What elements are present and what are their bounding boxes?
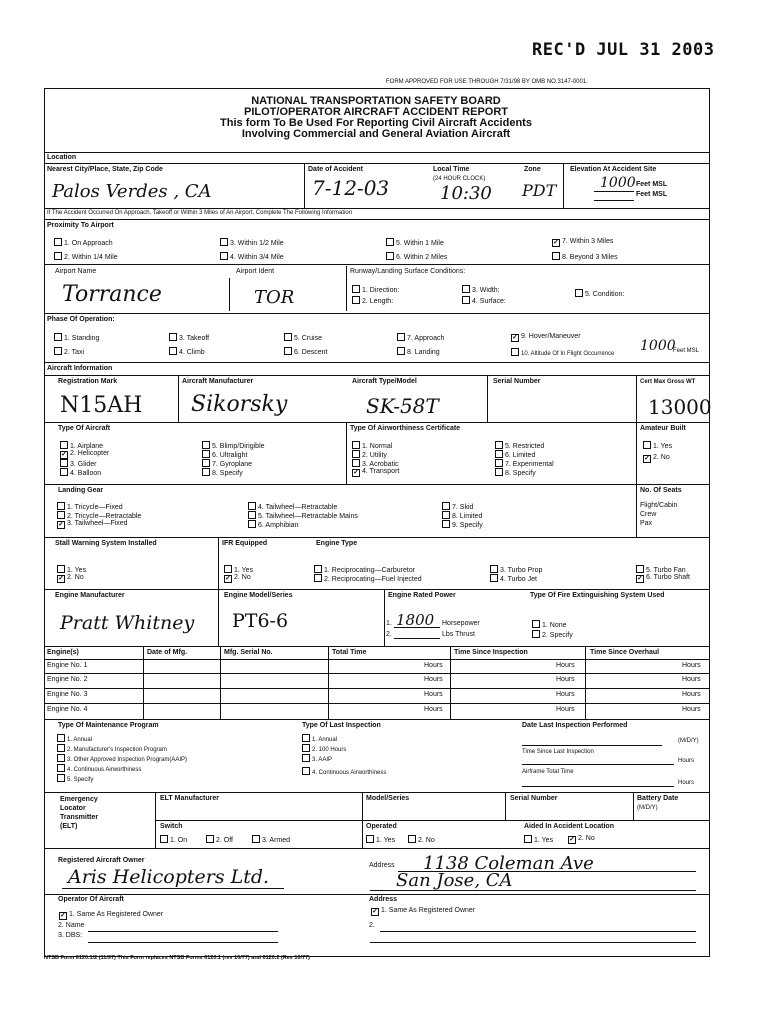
- runway-surface[interactable]: 4. Surface:: [460, 296, 506, 305]
- checkbox[interactable]: [302, 734, 310, 742]
- checkbox[interactable]: [284, 347, 292, 355]
- checkbox-checked[interactable]: [352, 469, 360, 477]
- elt-aided-no[interactable]: ✓ 2. No: [566, 835, 595, 844]
- elt-operated-yes[interactable]: 1. Yes: [364, 835, 395, 844]
- battery-date-format: (M/D/Y): [637, 805, 658, 811]
- date-label: Date of Accident: [308, 166, 363, 173]
- elt-model-label: Model/Series: [366, 795, 410, 802]
- cert-acrobatic[interactable]: 3. Acrobatic: [350, 459, 399, 468]
- city-label: Nearest City/Place, State, Zip Code: [47, 166, 163, 173]
- maintenance-program-label: Type Of Maintenance Program: [58, 722, 159, 729]
- checkbox[interactable]: [169, 347, 177, 355]
- elevation-unit-2: Feet MSL: [636, 191, 668, 198]
- engine-turbo-jet[interactable]: 4. Turbo Jet: [488, 574, 537, 583]
- ifr-equipped-label: IFR Equipped: [222, 540, 268, 547]
- checkbox-checked[interactable]: [636, 575, 644, 583]
- altitude-unit: Feet MSL: [673, 348, 700, 354]
- elt-switch-on[interactable]: 1. On: [158, 835, 187, 844]
- checkbox-checked[interactable]: [552, 239, 560, 247]
- checkbox[interactable]: [248, 511, 256, 519]
- operator-address-2: 2.: [369, 922, 375, 929]
- cert-specify[interactable]: 8. Specify: [493, 468, 536, 477]
- engine-2-ovh-unit: Hours: [682, 676, 701, 683]
- checkbox[interactable]: [54, 333, 62, 341]
- operator-address-same[interactable]: ✓1. Same As Registered Owner: [369, 907, 475, 916]
- zone-value[interactable]: PDT: [522, 181, 557, 200]
- checkbox[interactable]: [60, 441, 68, 449]
- checkbox[interactable]: [352, 296, 360, 304]
- checkbox[interactable]: [408, 835, 416, 843]
- section-aircraft: Aircraft Information: [47, 365, 113, 372]
- gear-tailwheel-fixed[interactable]: ✓3. Tailwheel—Fixed: [55, 520, 128, 529]
- engine-model-label: Engine Model/Series: [224, 592, 293, 599]
- date-value[interactable]: 7-12-03: [312, 176, 390, 200]
- type-ultralight[interactable]: 6. Ultralight: [200, 450, 247, 459]
- elt-manufacturer-label: ELT Manufacturer: [160, 795, 219, 802]
- elt-switch-off[interactable]: 2. Off: [204, 835, 233, 844]
- checkbox[interactable]: [57, 511, 65, 519]
- airport-name-value[interactable]: Torrance: [62, 282, 162, 307]
- elt-aided-yes[interactable]: 1. Yes: [522, 835, 553, 844]
- landing-gear-label: Landing Gear: [58, 487, 104, 494]
- checkbox[interactable]: [442, 520, 450, 528]
- phase-takeoff[interactable]: 3. Takeoff: [167, 333, 209, 342]
- amateur-built-label: Amateur Built: [640, 425, 686, 432]
- aircraft-model-value[interactable]: SK-58T: [366, 394, 439, 418]
- maint-specify[interactable]: 5. Specify: [55, 774, 93, 783]
- header-agency: NATIONAL TRANSPORTATION SAFETY BOARD: [251, 95, 501, 107]
- checkbox[interactable]: [160, 835, 168, 843]
- ifr-no[interactable]: ✓2. No: [222, 574, 251, 583]
- cert-normal[interactable]: 1. Normal: [350, 441, 392, 450]
- checkbox[interactable]: [54, 347, 62, 355]
- runway-direction[interactable]: 1. Direction:: [350, 285, 399, 294]
- engine-4-insp-unit: Hours: [556, 706, 575, 713]
- phase-altitude[interactable]: 10. Altitude Of In Flight Occurrence: [509, 348, 614, 357]
- checkbox-checked[interactable]: [57, 521, 65, 529]
- checkbox[interactable]: [54, 252, 62, 260]
- checkbox-checked[interactable]: [568, 836, 576, 844]
- gear-tailwheel-retractable[interactable]: 4. Tailwheel—Retractable: [246, 502, 337, 511]
- phase-label: Phase Of Operation:: [47, 316, 115, 323]
- engine-2-insp-unit: Hours: [556, 676, 575, 683]
- checkbox[interactable]: [495, 441, 503, 449]
- engine-1-total-unit: Hours: [424, 662, 443, 669]
- checkbox[interactable]: [366, 835, 374, 843]
- seats-pax: Pax: [640, 520, 653, 527]
- insp-100-hours[interactable]: 2. 100 Hours: [300, 744, 346, 753]
- operator-same-as-owner[interactable]: ✓1. Same As Registered Owner: [57, 911, 163, 920]
- checkbox[interactable]: [202, 441, 210, 449]
- stall-no[interactable]: ✓2. No: [55, 574, 84, 583]
- power-1-prefix: 1.: [386, 620, 392, 627]
- engine-4-label: Engine No. 4: [47, 706, 88, 713]
- cert-limited[interactable]: 6. Limited: [493, 450, 535, 459]
- checkbox[interactable]: [352, 441, 360, 449]
- airframe-total-label: Airframe Total Time: [522, 769, 574, 775]
- checkbox[interactable]: [57, 744, 65, 752]
- checkbox-checked[interactable]: [371, 908, 379, 916]
- last-inspection-label: Type Of Last Inspection: [302, 722, 381, 729]
- checkbox[interactable]: [442, 502, 450, 510]
- engine-4-ovh-unit: Hours: [682, 706, 701, 713]
- checkbox[interactable]: [490, 574, 498, 582]
- elevation-value[interactable]: 1000: [600, 175, 636, 191]
- time-since-inspection-label: Time Since Last Inspection: [522, 749, 594, 755]
- phase-standing[interactable]: 1. Standing: [52, 333, 99, 342]
- checkbox[interactable]: [636, 565, 644, 573]
- checkbox[interactable]: [511, 348, 519, 356]
- checkbox[interactable]: [314, 574, 322, 582]
- engine-3-total-unit: Hours: [424, 691, 443, 698]
- owner-address-label: Address: [369, 862, 395, 869]
- elt-serial-label: Serial Number: [510, 795, 558, 802]
- checkbox[interactable]: [302, 754, 310, 762]
- thrust-unit: Lbs Thrust: [442, 631, 475, 638]
- cert-experimental[interactable]: 7. Experimental: [493, 459, 554, 468]
- form-footer: NTSB Form 6120.1/2 (11/97) This Form replaces NTSB Forms 6120.1 (rev 10/77) and 6120.2 (Rev 10/77): [44, 955, 310, 961]
- owner-address-line2[interactable]: San Jose, CA: [396, 870, 513, 891]
- date-mfg-header: Date of Mfg.: [147, 649, 188, 656]
- gear-skid[interactable]: 7. Skid: [440, 502, 473, 511]
- gear-tricycle-retractable[interactable]: 2. Tricycle—Retractable: [55, 511, 141, 520]
- prox-quarter-mile[interactable]: 2. Within 1/4 Mile: [52, 252, 118, 261]
- engine-4-total-unit: Hours: [424, 706, 443, 713]
- checkbox[interactable]: [575, 289, 583, 297]
- checkbox-checked[interactable]: [643, 455, 651, 463]
- phase-cruise[interactable]: 5. Cruise: [282, 333, 322, 342]
- type-gyroplane[interactable]: 7. Gyroplane: [200, 459, 252, 468]
- checkbox-checked[interactable]: [60, 451, 68, 459]
- checkbox[interactable]: [57, 774, 65, 782]
- zone-label: Zone: [524, 166, 541, 173]
- checkbox[interactable]: [442, 511, 450, 519]
- gear-limited[interactable]: 8. Limited: [440, 511, 482, 520]
- since-inspection-header: Time Since Inspection: [454, 649, 528, 656]
- checkbox[interactable]: [252, 835, 260, 843]
- checkbox[interactable]: [60, 459, 68, 467]
- serial-number-label: Serial Number: [493, 378, 541, 385]
- type-balloon[interactable]: 4. Balloon: [58, 468, 101, 477]
- elt-operated-no[interactable]: 2. No: [406, 835, 435, 844]
- aircraft-manufacturer-value[interactable]: Sikorsky: [191, 392, 288, 417]
- checkbox-checked[interactable]: [224, 575, 232, 583]
- engine-type-label: Engine Type: [316, 540, 358, 547]
- runway-conditions-label: Runway/Landing Surface Conditions:: [350, 268, 466, 275]
- checkbox[interactable]: [524, 835, 532, 843]
- engine-model-value[interactable]: PT6-6: [232, 610, 289, 632]
- aircraft-manufacturer-label: Aircraft Manufacturer: [182, 378, 254, 385]
- engine-turbo-prop[interactable]: 3. Turbo Prop: [488, 565, 542, 574]
- seats-label: No. Of Seats: [640, 487, 682, 494]
- header-form-title: PILOT/OPERATOR AIRCRAFT ACCIDENT REPORT: [244, 106, 508, 118]
- checkbox[interactable]: [248, 502, 256, 510]
- checkbox[interactable]: [552, 252, 560, 260]
- phase-descent[interactable]: 6. Descent: [282, 347, 327, 356]
- checkbox[interactable]: [352, 285, 360, 293]
- checkbox[interactable]: [57, 502, 65, 510]
- checkbox[interactable]: [352, 450, 360, 458]
- gross-weight-value[interactable]: 13000: [648, 395, 712, 419]
- header-scope: Involving Commercial and General Aviation Aircraft: [241, 128, 511, 140]
- seats-crew: Crew: [640, 511, 657, 518]
- type-specify[interactable]: 8. Specify: [200, 468, 243, 477]
- checkbox[interactable]: [224, 565, 232, 573]
- type-glider[interactable]: 3. Glider: [58, 459, 96, 468]
- phase-approach[interactable]: 7. Approach: [395, 333, 444, 342]
- airport-ident-label: Airport Ident: [236, 268, 275, 275]
- checkbox-checked[interactable]: [57, 575, 65, 583]
- checkbox[interactable]: [397, 347, 405, 355]
- fire-none[interactable]: 1. None: [530, 620, 567, 629]
- checkbox[interactable]: [462, 296, 470, 304]
- elt-switch-armed[interactable]: 3. Armed: [250, 835, 290, 844]
- cert-transport[interactable]: ✓4. Transport: [350, 468, 399, 477]
- stall-warning-label: Stall Warning System Installed: [55, 540, 157, 547]
- engine-1-insp-unit: Hours: [556, 662, 575, 669]
- prox-half-mile[interactable]: 3. Within 1/2 Mile: [218, 238, 284, 247]
- airframe-total-hours: Hours: [678, 780, 695, 786]
- checkbox[interactable]: [352, 459, 360, 467]
- fire-extinguishing-label: Type Of Fire Extinguishing System Used: [530, 592, 665, 599]
- checkbox[interactable]: [248, 520, 256, 528]
- checkbox[interactable]: [220, 252, 228, 260]
- phase-landing[interactable]: 8. Landing: [395, 347, 440, 356]
- checkbox[interactable]: [495, 459, 503, 467]
- engine-2-label: Engine No. 2: [47, 676, 88, 683]
- insp-annual[interactable]: 1. Annual: [300, 734, 337, 743]
- engine-turbo-fan[interactable]: 5. Turbo Fan: [634, 565, 686, 574]
- operator-name-label: 2. Name: [58, 922, 85, 929]
- section-location: Location: [47, 154, 77, 161]
- engine-manufacturer-label: Engine Manufacturer: [55, 592, 125, 599]
- checkbox[interactable]: [397, 333, 405, 341]
- engine-carburetor[interactable]: 1. Reciprocating—Carburetor: [312, 565, 415, 574]
- elt-operated-label: Operated: [366, 823, 397, 830]
- elevation-label: Elevation At Accident Site: [570, 166, 657, 173]
- checkbox[interactable]: [60, 468, 68, 476]
- prox-two-miles[interactable]: 6. Within 2 Miles: [384, 252, 447, 261]
- gear-tailwheel-retractable-mains[interactable]: 5. Tailwheel—Retractable Mains: [246, 511, 358, 520]
- type-airplane[interactable]: 1. Airplane: [58, 441, 103, 450]
- prox-on-approach[interactable]: 1. On Approach: [52, 238, 113, 247]
- cert-restricted[interactable]: 5. Restricted: [493, 441, 544, 450]
- operator-dbs-label: 3. DBS:: [58, 932, 83, 939]
- time-value[interactable]: 10:30: [440, 183, 492, 204]
- checkbox-checked[interactable]: [511, 334, 519, 342]
- operator-address-label: Address: [369, 896, 398, 903]
- checkbox[interactable]: [202, 468, 210, 476]
- checkbox[interactable]: [202, 459, 210, 467]
- checkbox[interactable]: [495, 468, 503, 476]
- prox-three-quarter-mile[interactable]: 4. Within 3/4 Mile: [218, 252, 284, 261]
- checkbox[interactable]: [495, 450, 503, 458]
- aircraft-model-label: Aircraft Type/Model: [352, 378, 417, 385]
- mfg-serial-header: Mfg. Serial No.: [224, 649, 273, 656]
- engine-3-label: Engine No. 3: [47, 691, 88, 698]
- checkbox[interactable]: [284, 333, 292, 341]
- owner-value[interactable]: Aris Helicopters Ltd.: [68, 866, 270, 888]
- maint-aaip[interactable]: 3. Other Approved Inspection Program(AAIP): [55, 754, 187, 763]
- prox-three-miles[interactable]: ✓7. Within 3 Miles: [550, 238, 613, 247]
- maint-annual[interactable]: 1. Annual: [55, 734, 92, 743]
- city-value[interactable]: Palos Verdes , CA: [52, 181, 212, 202]
- engine-3-ovh-unit: Hours: [682, 691, 701, 698]
- elt-label: Emergency Locator Transmitter (ELT): [60, 796, 99, 830]
- type-helicopter[interactable]: ✓2. Helicopter: [58, 450, 109, 459]
- date-format-label: (M/D/Y): [678, 738, 699, 744]
- total-time-header: Total Time: [332, 649, 367, 656]
- gear-tricycle-fixed[interactable]: 1. Tricycle—Fixed: [55, 502, 123, 511]
- phase-taxi[interactable]: 2. Taxi: [52, 347, 84, 356]
- checkbox[interactable]: [57, 764, 65, 772]
- checkbox[interactable]: [386, 238, 394, 246]
- engine-1-ovh-unit: Hours: [682, 662, 701, 669]
- prox-beyond-three-miles[interactable]: 8. Beyond 3 Miles: [550, 252, 618, 261]
- checkbox[interactable]: [202, 450, 210, 458]
- type-aircraft-label: Type Of Aircraft: [58, 425, 111, 432]
- gear-amphibian[interactable]: 6. Amphibian: [246, 520, 298, 529]
- received-stamp: REC'D JUL 31 2003: [532, 40, 715, 60]
- registration-label: Registration Mark: [58, 378, 118, 385]
- type-blimp[interactable]: 5. Blimp/Dirigible: [200, 441, 265, 450]
- checkbox[interactable]: [314, 565, 322, 573]
- prox-one-mile[interactable]: 5. Within 1 Mile: [384, 238, 444, 247]
- elevation-unit-1: Feet MSL: [636, 181, 668, 188]
- amateur-no[interactable]: ✓2. No: [641, 454, 670, 463]
- engine-1-label: Engine No. 1: [47, 662, 88, 669]
- checkbox[interactable]: [206, 835, 214, 843]
- owner-address-line1[interactable]: 1138 Coleman Ave: [423, 853, 594, 874]
- engine-3-insp-unit: Hours: [556, 691, 575, 698]
- since-overhaul-header: Time Since Overhaul: [590, 649, 660, 656]
- horsepower-unit: Horsepower: [442, 620, 480, 627]
- engines-header: Engine(s): [47, 649, 79, 656]
- amateur-yes[interactable]: 1. Yes: [641, 441, 672, 450]
- engine-power-label: Engine Rated Power: [388, 592, 456, 599]
- cert-utility[interactable]: 2. Utility: [350, 450, 387, 459]
- time-since-hours: Hours: [678, 758, 695, 764]
- engine-manufacturer-value[interactable]: Pratt Whitney: [60, 612, 195, 634]
- gear-specify[interactable]: 9. Specify: [440, 520, 483, 529]
- runway-condition[interactable]: 5. Condition:: [573, 289, 624, 298]
- checkbox[interactable]: [57, 754, 65, 762]
- horsepower-value[interactable]: 1800: [396, 611, 435, 629]
- maint-continuous[interactable]: 4. Continuous Airworthiness: [55, 764, 141, 773]
- runway-width[interactable]: 3. Width:: [460, 285, 500, 294]
- insp-aaip[interactable]: 3. AAIP: [300, 754, 332, 763]
- fire-specify[interactable]: 2. Specify: [530, 630, 573, 639]
- airport-name-label: Airport Name: [55, 268, 97, 275]
- checkbox[interactable]: [386, 252, 394, 260]
- time-label: Local Time: [433, 166, 470, 173]
- engine-fuel-injected[interactable]: 2. Reciprocating—Fuel Injected: [312, 574, 422, 583]
- battery-date-label: Battery Date: [637, 795, 679, 802]
- time-clock-note: (24 HOUR CLOCK): [433, 176, 486, 182]
- engine-turbo-shaft[interactable]: ✓6. Turbo Shaft: [634, 574, 690, 583]
- operator-label: Operator Of Aircraft: [58, 896, 124, 903]
- altitude-value[interactable]: 1000: [640, 338, 676, 354]
- date-last-inspection-label: Date Last Inspection Performed: [522, 722, 628, 729]
- insp-continuous[interactable]: 4. Continuous Airworthiness: [300, 767, 386, 776]
- checkbox-checked[interactable]: [59, 912, 67, 920]
- checkbox[interactable]: [54, 238, 62, 246]
- stall-yes[interactable]: 1. Yes: [55, 565, 86, 574]
- phase-hover[interactable]: ✓9. Hover/Maneuver: [509, 333, 581, 342]
- checkbox[interactable]: [490, 565, 498, 573]
- ifr-yes[interactable]: 1. Yes: [222, 565, 253, 574]
- maint-manufacturer[interactable]: 2. Manufacturer's Inspection Program: [55, 744, 167, 753]
- runway-length[interactable]: 2. Length:: [350, 296, 393, 305]
- checkbox[interactable]: [643, 441, 651, 449]
- checkbox[interactable]: [462, 285, 470, 293]
- airworthiness-label: Type Of Airworthiness Certificate: [350, 425, 461, 432]
- seats-flight-cabin: Flight/Cabin: [640, 502, 678, 509]
- checkbox[interactable]: [302, 767, 310, 775]
- checkbox[interactable]: [57, 565, 65, 573]
- registration-value[interactable]: N15AH: [60, 393, 143, 418]
- checkbox[interactable]: [302, 744, 310, 752]
- checkbox[interactable]: [169, 333, 177, 341]
- elt-switch-label: Switch: [160, 823, 183, 830]
- gross-weight-label: Cert Max Gross WT: [640, 379, 696, 385]
- airport-note: If The Accident Occurred On Approach, Takeoff or Within 3 Miles of An Airport, Complete The Following Information: [47, 210, 353, 216]
- proximity-label: Proximity To Airport: [47, 222, 114, 229]
- header-purpose: This form To Be Used For Reporting Civil Aircraft Accidents: [220, 117, 532, 129]
- checkbox[interactable]: [220, 238, 228, 246]
- form-approval-note: FORM APPROVED FOR USE THROUGH 7/31/98 BY OMB NO.3147-0001.: [386, 79, 588, 85]
- owner-label: Registered Aircraft Owner: [58, 857, 145, 864]
- checkbox[interactable]: [57, 734, 65, 742]
- elt-aided-label: Aided In Accident Location: [524, 823, 614, 830]
- phase-climb[interactable]: 4. Climb: [167, 347, 205, 356]
- power-2-prefix: 2.: [386, 631, 392, 638]
- engine-2-total-unit: Hours: [424, 676, 443, 683]
- checkbox[interactable]: [532, 620, 540, 628]
- checkbox[interactable]: [532, 630, 540, 638]
- airport-ident-value[interactable]: TOR: [254, 287, 295, 308]
